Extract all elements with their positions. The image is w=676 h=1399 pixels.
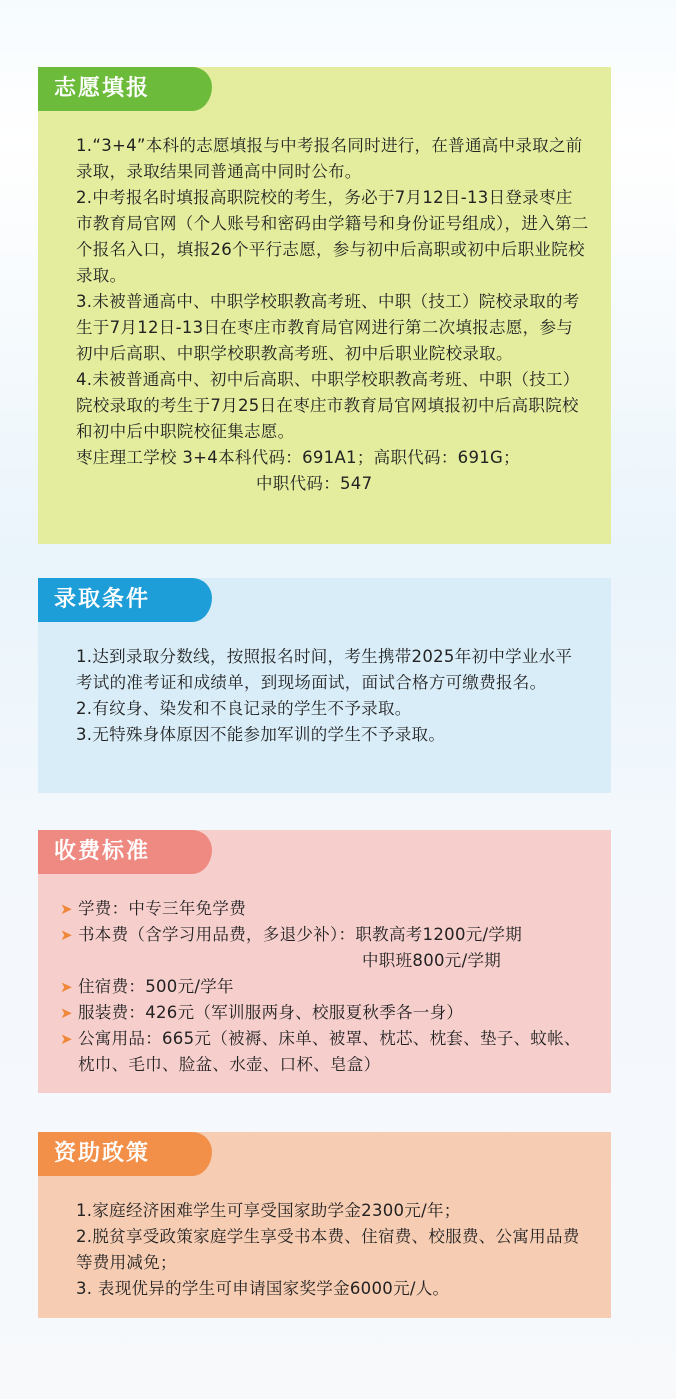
school-codes-line: 枣庄理工学校 3+4本科代码：691A1；高职代码：691G； <box>76 448 520 467</box>
arrow-right-icon: ➤ <box>60 926 73 944</box>
fee-item: 住宿费：500元/学年 <box>78 977 234 996</box>
section-card-admission <box>38 578 611 793</box>
list-item <box>60 1026 589 1078</box>
list-item <box>60 922 589 948</box>
paragraph: 1.“3+4”本科的志愿填报与中考报名同时进行，在普通高中录取之前录取，录取结果同普通高中同时公布。 <box>76 136 583 181</box>
paragraph: 4.未被普通高中、初中后高职、中职学校职教高考班、中职（技工）院校录取的考生于7月25日在枣庄市教育局官网填报初中后高职院校和初中后中职院校征集志愿。 <box>76 370 580 441</box>
arrow-right-icon: ➤ <box>60 900 73 918</box>
list-item <box>60 1000 589 1026</box>
school-codes-line: 中职代码：547 <box>256 474 373 493</box>
paragraph: 2.有纹身、染发和不良记录的学生不予录取。 <box>76 699 412 718</box>
section-body <box>38 67 611 497</box>
fee-item: 学费：中专三年免学费 <box>78 899 246 918</box>
fee-item: 中职班800元/学期 <box>362 951 502 970</box>
section-card-volunteer <box>38 67 611 544</box>
section-card-aid <box>38 1132 611 1318</box>
arrow-right-icon: ➤ <box>60 978 73 996</box>
paragraph: 1.家庭经济困难学生可享受国家助学金2300元/年； <box>76 1201 461 1220</box>
list-item <box>60 974 589 1000</box>
list-item-continuation <box>60 948 589 974</box>
section-card-fees <box>38 830 611 1093</box>
paragraph: 2.中考报名时填报高职院校的考生，务必于7月12日-13日登录枣庄市教育局官网（个人账号和密码由学籍号和身份证号组成），进入第二个报名入口，填报26个平行志愿，参与初中后高职或初中后职业院校录取。 <box>76 188 589 285</box>
section-title-tab: 收费标准 <box>38 830 212 874</box>
paragraph: 1.达到录取分数线，按照报名时间，考生携带2025年初中学业水平考试的准考证和成绩单，到现场面试，面试合格方可缴费报名。 <box>76 647 573 692</box>
paragraph: 3.未被普通高中、中职学校职教高考班、中职（技工）院校录取的考生于7月12日-13日在枣庄市教育局官网进行第二次填报志愿，参与初中后高职、中职学校职教高考班、初中后职业院校录取。 <box>76 292 580 363</box>
paragraph: 3. 表现优异的学生可申请国家奖学金6000元/人。 <box>76 1279 450 1298</box>
fee-item: 书本费（含学习用品费，多退少补）：职教高考1200元/学期 <box>78 925 522 944</box>
section-title-tab: 资助政策 <box>38 1132 212 1176</box>
paragraph: 3.无特殊身体原因不能参加军训的学生不予录取。 <box>76 725 446 744</box>
arrow-right-icon: ➤ <box>60 1004 73 1022</box>
paragraph: 2.脱贫享受政策家庭学生享受书本费、住宿费、校服费、公寓用品费等费用减免； <box>76 1227 580 1272</box>
arrow-right-icon: ➤ <box>60 1030 73 1048</box>
fee-item: 服装费：426元（军训服两身、校服夏秋季各一身） <box>78 1003 464 1022</box>
section-title-tab: 录取条件 <box>38 578 212 622</box>
list-item <box>60 896 589 922</box>
fee-item: 公寓用品：665元（被褥、床单、被罩、枕芯、枕套、垫子、蚊帐、枕巾、毛巾、脸盆、水壶、口杯、皂盒） <box>78 1029 581 1074</box>
section-title-tab: 志愿填报 <box>38 67 212 111</box>
